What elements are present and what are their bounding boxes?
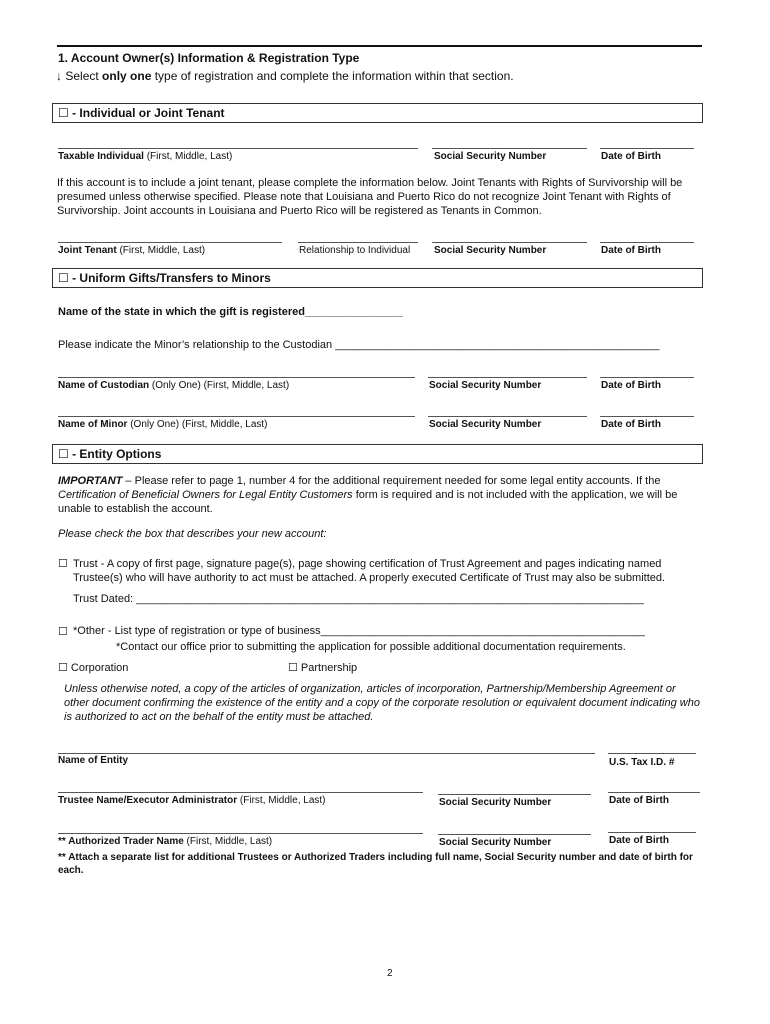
trustee-ssn-label: Social Security Number [439,797,552,808]
relationship-label: Relationship to Individual [299,245,411,256]
trustee-name-label: Trustee Name/Executor Administrator (First, Middle, Last) [58,795,326,806]
minor-name-field[interactable] [58,416,415,417]
trust-text: Trust - A copy of first page, signature page(s), page showing certification of Trust Agreement and pages indicating named Trustee(s) who will have authority to act must be attached. A properly executed Certificate of Trust may also be submitted. [73,558,666,584]
other-checkbox[interactable]: ☐ [58,626,68,638]
joint-tenant-label: Joint Tenant (First, Middle, Last) [58,245,206,256]
trader-name-field[interactable] [58,833,423,834]
entity-name-field[interactable] [58,753,595,754]
page-number: 2 [387,968,393,979]
tax-id-field[interactable] [608,753,696,754]
individual-ssn-field[interactable] [432,148,587,149]
custodian-name-field[interactable] [58,377,415,378]
ugma-relationship-field[interactable]: Please indicate the Minor’s relationship to the Custodian _____________________________________________________ [58,339,660,351]
joint-ssn-field[interactable] [432,242,587,243]
individual-checkbox[interactable]: ☐ [58,106,69,120]
trustee-ssn-field[interactable] [438,794,591,795]
joint-tenant-field[interactable] [58,242,282,243]
trustee-dob-label: Date of Birth [609,795,669,806]
entity-header: ☐ - Entity Options [58,447,162,461]
unless-paragraph: Unless otherwise noted, a copy of the articles of organization, articles of incorporation, Partnership/Membership Agreement or other document confirming the existence of the entity and a copy of the corporate resolution or equivalent document indicating who is authorized to act on the behalf of the entity must be attached. [64,683,700,723]
partnership-checkbox[interactable]: ☐ Partnership [288,662,358,674]
joint-ssn-label: Social Security Number [434,245,547,256]
taxable-individual-field[interactable] [58,148,418,149]
joint-dob-field[interactable] [600,242,694,243]
minor-ssn-field[interactable] [428,416,587,417]
trust-checkbox[interactable]: ☐ [58,558,68,570]
minor-dob-label: Date of Birth [601,419,661,430]
contact-note: *Contact our office prior to submitting the application for possible additional documentation requirements. [116,641,626,653]
custodian-ssn-label: Social Security Number [429,380,542,391]
individual-dob-label: Date of Birth [601,151,661,162]
custodian-dob-label: Date of Birth [601,380,661,391]
section-instruction: ↓ Select only one type of registration and complete the information within that section. [56,69,514,83]
individual-dob-field[interactable] [600,148,694,149]
ugma-state-field[interactable]: Name of the state in which the gift is registered________________ [58,306,403,318]
individual-header: ☐ - Individual or Joint Tenant [58,106,225,120]
custodian-ssn-field[interactable] [428,377,587,378]
down-arrow-icon: ↓ [56,69,62,83]
trader-dob-label: Date of Birth [609,835,669,846]
ugma-header: ☐ - Uniform Gifts/Transfers to Minors [58,271,271,285]
minor-name-label: Name of Minor (Only One) (First, Middle, Last) [58,419,268,430]
top-rule [57,45,702,47]
trustee-name-field[interactable] [58,792,423,793]
custodian-dob-field[interactable] [600,377,694,378]
attach-note: ** Attach a separate list for additional Trustees or Authorized Traders including full name, Social Security number and date of birth for each. [58,852,693,876]
check-box-prompt: Please check the box that describes your new account: [58,528,327,540]
trustee-dob-field[interactable] [608,792,700,793]
trader-ssn-label: Social Security Number [439,837,552,848]
trader-name-label: ** Authorized Trader Name (First, Middle, Last) [58,836,273,847]
trader-dob-field[interactable] [608,832,696,833]
entity-name-label: Name of Entity [58,755,129,766]
ugma-checkbox[interactable]: ☐ [58,271,69,285]
joint-dob-label: Date of Birth [601,245,661,256]
entity-checkbox[interactable]: ☐ [58,447,69,461]
section-title: 1. Account Owner(s) Information & Registration Type [58,51,360,65]
trust-dated-field[interactable]: Trust Dated: ___________________________________________________________________________________ [73,593,644,605]
minor-ssn-label: Social Security Number [429,419,542,430]
corporation-checkbox[interactable]: ☐ Corporation [58,662,129,674]
joint-tenant-paragraph: If this account is to include a joint tenant, please complete the information below. Joint Tenants with Rights of Survivorship will be presumed unless otherwise specified. Please note that Louisiana and Puerto Rico do not recognize Joint Tenant with Rights of Survivorship. Joint accounts in Louisiana and Puerto Rico will be registered as Tenants in Common. [57,177,683,217]
tax-id-label: U.S. Tax I.D. # [609,757,675,768]
trader-ssn-field[interactable] [438,834,591,835]
other-field[interactable]: *Other - List type of registration or type of business_____________________________________________________ [73,625,645,637]
custodian-name-label: Name of Custodian (Only One) (First, Middle, Last) [58,380,290,391]
individual-ssn-label: Social Security Number [434,151,547,162]
important-paragraph: IMPORTANT – Please refer to page 1, number 4 for the additional requirement needed for some legal entity accounts. If the Certification of Beneficial Owners for Legal Entity Customers form is required and is not included with the application, we will be unable to establish the account. [58,475,678,515]
taxable-individual-label: Taxable Individual (First, Middle, Last) [58,151,233,162]
relationship-field[interactable] [298,242,418,243]
minor-dob-field[interactable] [600,416,694,417]
